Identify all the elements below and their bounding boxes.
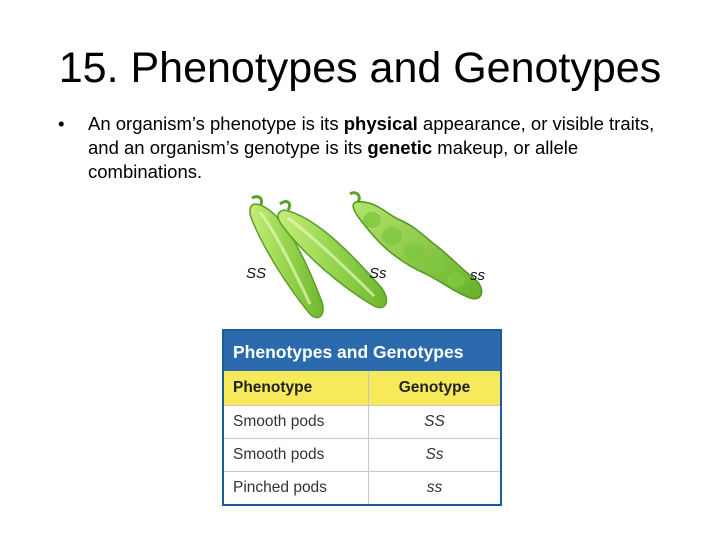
bullet-bold-physical: physical	[343, 113, 418, 134]
pea-pods-illustration	[230, 190, 510, 330]
bullet-marker: •	[58, 113, 65, 134]
pod-label-ss: ss	[470, 267, 485, 284]
genotype-cell: ss	[426, 479, 443, 496]
pod-label-Ss: Ss	[369, 265, 387, 282]
phenotypes-genotypes-table	[222, 329, 502, 506]
pod-label-SS: SS	[246, 265, 267, 282]
header-phenotype: Phenotype	[224, 371, 369, 405]
table-title: Phenotypes and Genotypes	[224, 331, 500, 371]
bullet-text	[88, 112, 678, 184]
table-row	[224, 405, 500, 438]
header-genotype: Genotype	[398, 379, 471, 396]
bullet-text-part-3: makeup, or allele combinations.	[88, 137, 579, 182]
slide-title: 15. Phenotypes and Genotypes	[58, 44, 662, 92]
bullet-text-part-2: appearance, or visible traits, and an organism’s genotype is its	[88, 113, 655, 158]
phenotype-cell: Pinched pods	[224, 472, 369, 504]
bullet-bold-genetic: genetic	[367, 137, 433, 158]
genotype-cell: Ss	[425, 446, 444, 463]
bullet-text-part-1: An organism’s phenotype is its	[88, 113, 344, 134]
table-row	[224, 471, 500, 504]
genotype-cell: SS	[424, 413, 445, 430]
table-row	[224, 438, 500, 471]
phenotype-cell: Smooth pods	[224, 406, 369, 438]
phenotype-cell: Smooth pods	[224, 439, 369, 471]
table-header-row	[224, 371, 500, 405]
bullet-point	[58, 112, 678, 184]
